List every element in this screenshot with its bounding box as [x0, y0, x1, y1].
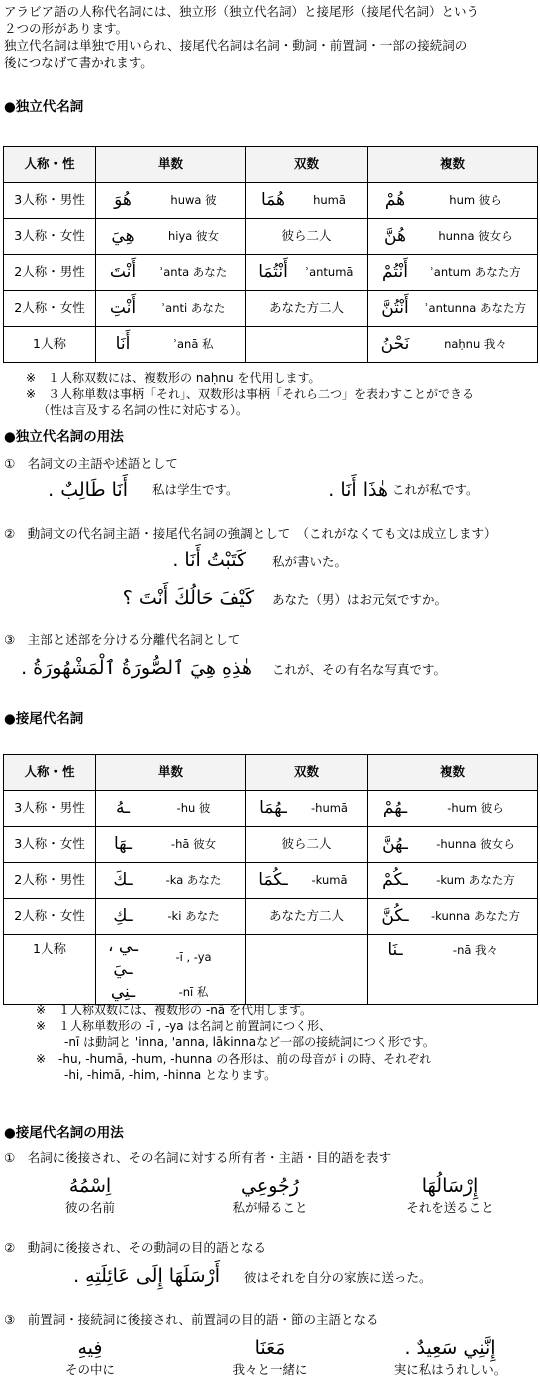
usage-heading: ① 名詞文の主語や述語として [4, 456, 178, 471]
intro-line: 独立代名詞は単独で用いられ、接尾代名詞は名詞・動詞・前置詞・一部の接続詞の [4, 37, 468, 53]
example-column [0, 1336, 180, 1379]
table-row [4, 899, 538, 935]
japanese-translation: 彼の名前 [64, 1199, 115, 1215]
transliteration: ʾantum あなた方 [430, 264, 521, 279]
japanese-translation: これが、その有名な写真です。 [272, 662, 447, 677]
transliteration: -kumā [311, 872, 348, 887]
person-cell: 2人称・女性 [4, 899, 96, 935]
transliteration: -nī 私 [178, 984, 209, 999]
arabic-word: نَحْنُ [380, 334, 410, 355]
suffix-pronoun-table [3, 754, 538, 1005]
transliteration: ʾantunna あなた方 [425, 300, 526, 315]
section-title-independent: ●独立代名詞 [4, 99, 84, 115]
arabic-example: كَتَبْتُ أَنَا . [172, 549, 246, 571]
empty-cell [246, 935, 368, 1005]
japanese-translation: それを送ること [406, 1199, 494, 1215]
arabic-word: أَنْتُمْ [382, 262, 408, 283]
usage-heading: ② 動詞に後接され、その動詞の目的語となる [4, 1240, 266, 1255]
arabic-suffix: ـكُمْ [382, 870, 408, 891]
table-row [4, 183, 538, 219]
usage-heading: ① 名詞に後接され、その名詞に対する所有者・主語・目的語を表す [4, 1150, 391, 1165]
arabic-suffix: ـهُنَّ [382, 834, 408, 855]
person-cell: 2人称・女性 [4, 291, 96, 327]
japanese-translation: あなた（男）はお元気ですか。 [272, 592, 448, 607]
table-row [4, 935, 538, 1005]
dual-meaning: あなた方二人 [246, 291, 368, 327]
person-cell: 1人称 [4, 327, 96, 363]
notes-suffix [0, 1002, 540, 1083]
empty-cell [246, 327, 368, 363]
arabic-word: هُنَّ [384, 226, 406, 247]
arabic-example: إِرْسَالُهَا [421, 1175, 479, 1197]
example-triple [0, 1336, 540, 1379]
header-person: 人称・性 [4, 755, 96, 791]
arabic-word: أَنَا [115, 334, 131, 355]
table-row [4, 255, 538, 291]
arabic-suffix: ـكِ [113, 906, 133, 927]
arabic-suffix: ـهُ [115, 798, 131, 819]
note-line: ※ １人称双数には、複数形の naḥnu を代用します。 [26, 371, 321, 385]
table-header-row [4, 147, 538, 183]
arabic-suffix: ـهُمَا [259, 798, 287, 819]
header-singular: 単数 [96, 755, 246, 791]
arabic-example: مَعَنَا [254, 1337, 286, 1359]
intro-paragraph [4, 4, 538, 72]
table-row [4, 219, 538, 255]
intro-line: ２つの形があります。 [4, 20, 129, 36]
person-cell: 3人称・女性 [4, 827, 96, 863]
usage-heading: ③ 前置詞・接続詞に後接され、前置詞の目的語・節の主語となる [4, 1312, 379, 1327]
person-cell: 3人称・男性 [4, 183, 96, 219]
arabic-example: كَيْفَ حَالُكَ أَنْتَ ؟ [122, 587, 254, 609]
transliteration: -kum あなた方 [436, 872, 515, 887]
person-cell: 1人称 [4, 935, 96, 1005]
header-plural: 複数 [368, 147, 538, 183]
arabic-example: هٰذِهِ هِيَ ٱلصُّورَةُ ٱلْمَشْهُورَةُ . [21, 657, 252, 679]
dual-meaning: あなた方二人 [246, 899, 368, 935]
transliteration: -ki あなた [167, 908, 220, 923]
arabic-word: هُوَ [114, 190, 132, 211]
transliteration: ʾanti あなた [161, 300, 226, 315]
section-title-suffix-usage: ●接尾代名詞の用法 [4, 1125, 124, 1141]
arabic-word: هُمَا [261, 190, 285, 211]
arabic-example: إِنَّنِي سَعِيدٌ . [404, 1337, 496, 1359]
transliteration: humā [313, 192, 346, 207]
example-column [360, 1336, 540, 1379]
header-person: 人称・性 [4, 147, 96, 183]
note-line: -hi, -himā, -him, -hinna となります。 [64, 1067, 277, 1082]
transliteration: -nā 我々 [452, 942, 499, 957]
dual-meaning: 彼ら二人 [246, 219, 368, 255]
dual-meaning: 彼ら二人 [246, 827, 368, 863]
header-dual: 双数 [246, 755, 368, 791]
example-column [0, 1174, 180, 1217]
japanese-translation: 実に私はうれしい。 [393, 1361, 507, 1377]
table-row [4, 791, 538, 827]
arabic-example: أَنَا طَالِبٌ . [48, 479, 128, 501]
arabic-suffix: ـنِي [110, 981, 136, 1002]
independent-pronoun-table [3, 146, 538, 363]
example-column [180, 1336, 360, 1379]
arabic-example: هٰذَا أَنَا . [328, 479, 388, 501]
arabic-suffix: ـكُنَّ [381, 906, 409, 927]
table-row [4, 863, 538, 899]
arabic-word: أَنْتُنَّ [381, 298, 409, 319]
intro-line: 後につなげて書かれます。 [4, 54, 153, 70]
japanese-translation: これが私です。 [392, 482, 479, 497]
table-header-row [4, 755, 538, 791]
arabic-suffix: ـهَا [114, 834, 132, 855]
transliteration: ʾantumā [305, 264, 354, 279]
transliteration: huwa 彼 [170, 192, 217, 207]
header-plural: 複数 [368, 755, 538, 791]
arabic-suffix: ـنَا [387, 940, 403, 960]
arabic-suffix: ـكَ [113, 870, 133, 891]
example-column [360, 1174, 540, 1217]
japanese-translation: 彼はそれを自分の家族に送った。 [244, 1270, 432, 1285]
example-triple [0, 1174, 540, 1217]
person-cell: 2人称・男性 [4, 863, 96, 899]
usage-heading: ② 動詞文の代名詞主語・接尾代名詞の強調として （これがなくても文は成立します） [4, 526, 497, 541]
arabic-example: فِيهِ [77, 1337, 103, 1359]
transliteration: -ka あなた [165, 872, 222, 887]
table-row [4, 291, 538, 327]
transliteration: -hu 彼 [176, 800, 211, 815]
arabic-suffix: ـكُمَا [258, 870, 288, 891]
example-column [180, 1174, 360, 1217]
transliteration: -hunna 彼女ら [436, 836, 515, 851]
person-cell: 2人称・男性 [4, 255, 96, 291]
transliteration: -humā [311, 800, 348, 815]
note-line: ※ １人称双数には、複数形の -nā を代用します。 [36, 1003, 313, 1017]
arabic-word: هِيَ [111, 226, 135, 247]
arabic-word: هُمْ [384, 190, 406, 211]
transliteration: hiya 彼女 [168, 228, 219, 243]
arabic-word: أَنْتِ [109, 298, 137, 319]
japanese-translation: その中に [64, 1361, 115, 1377]
section-title-suffix: ●接尾代名詞 [4, 711, 84, 727]
arabic-example: رُجُوعِي [241, 1175, 299, 1197]
header-dual: 双数 [246, 147, 368, 183]
person-cell: 3人称・男性 [4, 791, 96, 827]
arabic-example: أَرْسَلَهَا إِلَى عَائِلَتِهِ . [73, 1265, 220, 1287]
table-row [4, 827, 538, 863]
japanese-translation: 私が帰ること [232, 1199, 308, 1215]
intro-line: アラビア語の人称代名詞には、独立形（独立代名詞）と接尾形（接尾代名詞）という [4, 4, 480, 19]
person-cell: 3人称・女性 [4, 219, 96, 255]
transliteration: hum 彼ら [449, 192, 502, 207]
notes-independent [0, 370, 540, 419]
note-line: ※ -hu, -humā, -hum, -hunna の各形は、前の母音が i の時、それぞれ [36, 1051, 432, 1066]
japanese-translation: 私は学生です。 [152, 482, 239, 497]
japanese-translation: 我々と一緒に [232, 1361, 308, 1377]
transliteration: ʾanā 私 [173, 336, 214, 351]
transliteration: -hum 彼ら [447, 800, 504, 815]
note-line: ※ ３人称単数は事柄「それ」、双数形は事柄「それら二つ」を表わすことができる [26, 387, 475, 402]
arabic-word: أَنْتُمَا [258, 262, 288, 283]
header-singular: 単数 [96, 147, 246, 183]
note-line: （性は言及する名詞の性に対応する）。 [38, 403, 249, 418]
arabic-suffix: ـي ، ـيَ [107, 936, 139, 979]
transliteration: ʾanta あなた [159, 264, 228, 279]
note-line: -nī は動詞と 'inna, 'anna, lākinnaなど一部の接続詞につく形です。 [64, 1035, 435, 1050]
transliteration: -ī , -ya [175, 950, 212, 965]
usage-heading: ③ 主部と述部を分ける分離代名詞として [4, 632, 241, 647]
arabic-word: أَنْتَ [109, 262, 137, 283]
arabic-suffix: ـهُمْ [382, 798, 408, 819]
note-line: ※ １人称単数形の -ī , -ya は名詞と前置詞につく形、 [36, 1019, 332, 1034]
transliteration: -kunna あなた方 [430, 908, 521, 923]
transliteration: hunna 彼女ら [438, 228, 513, 243]
section-title-independent-usage: ●独立代名詞の用法 [4, 429, 124, 445]
transliteration: -hā 彼女 [170, 836, 217, 851]
arabic-example: اِسْمُهُ [68, 1175, 112, 1197]
transliteration: naḥnu 我々 [444, 336, 507, 351]
table-row [4, 327, 538, 363]
japanese-translation: 私が書いた。 [272, 554, 348, 569]
